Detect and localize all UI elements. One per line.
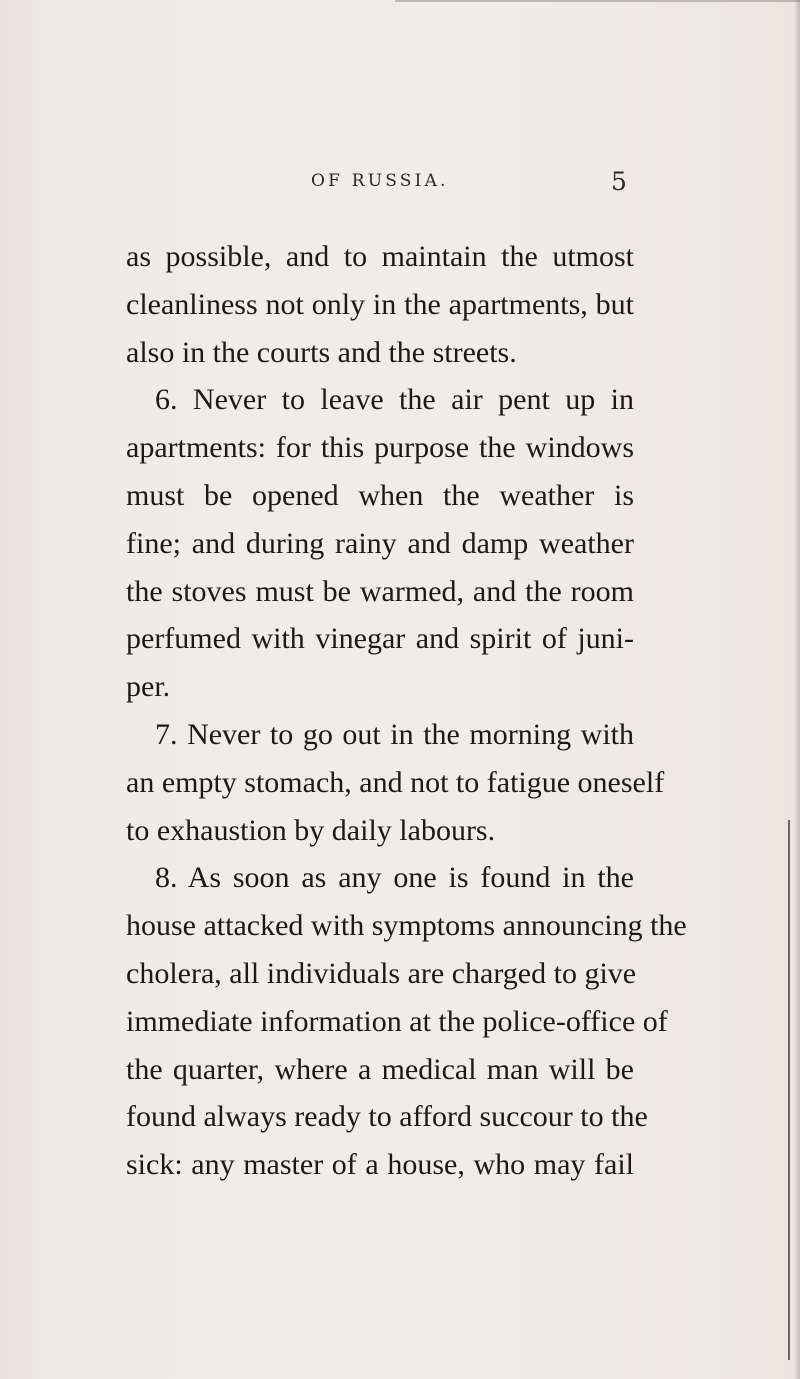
- page-edge-shadow: [794, 0, 800, 1379]
- text-line: to exhaustion by daily labours.: [126, 813, 496, 847]
- running-head: OF RUSSIA.: [311, 171, 449, 191]
- text-line: the stoves must be warmed, and the room: [126, 574, 634, 608]
- text-line: per.: [126, 670, 171, 704]
- text-line: sick: any master of a house, who may fail: [126, 1148, 634, 1182]
- text-line: the quarter, where a medical man will be: [126, 1052, 634, 1086]
- text-line: 8. As soon as any one is found in the: [155, 861, 634, 895]
- text-line: house attacked with symptoms announcing the: [126, 909, 687, 943]
- text-line: perfumed with vinegar and spirit of juni-: [126, 622, 634, 656]
- body-text: [126, 233, 687, 1189]
- text-line: also in the courts and the streets.: [126, 335, 517, 369]
- top-edge-rule: [395, 0, 800, 2]
- text-line: 6. Never to leave the air pent up in: [155, 383, 634, 417]
- text-line: immediate information at the police-office of: [126, 1004, 668, 1038]
- text-line: fine; and during rainy and damp weather: [126, 526, 634, 560]
- text-line: an empty stomach, and not to fatigue oneself: [126, 765, 665, 799]
- text-line: cleanliness not only in the apartments, but: [126, 287, 634, 321]
- text-line: 7. Never to go out in the morning with: [155, 717, 634, 751]
- page-edge-line: [788, 820, 790, 1360]
- page-header: [0, 167, 800, 201]
- text-line: as possible, and to maintain the utmost: [126, 240, 634, 273]
- text-line: must be opened when the weather is: [126, 478, 634, 512]
- text-line: cholera, all individuals are charged to give: [126, 956, 637, 990]
- text-line: apartments: for this purpose the windows: [126, 431, 634, 465]
- page-number: 5: [611, 167, 627, 196]
- text-line: found always ready to afford succour to the: [126, 1100, 648, 1134]
